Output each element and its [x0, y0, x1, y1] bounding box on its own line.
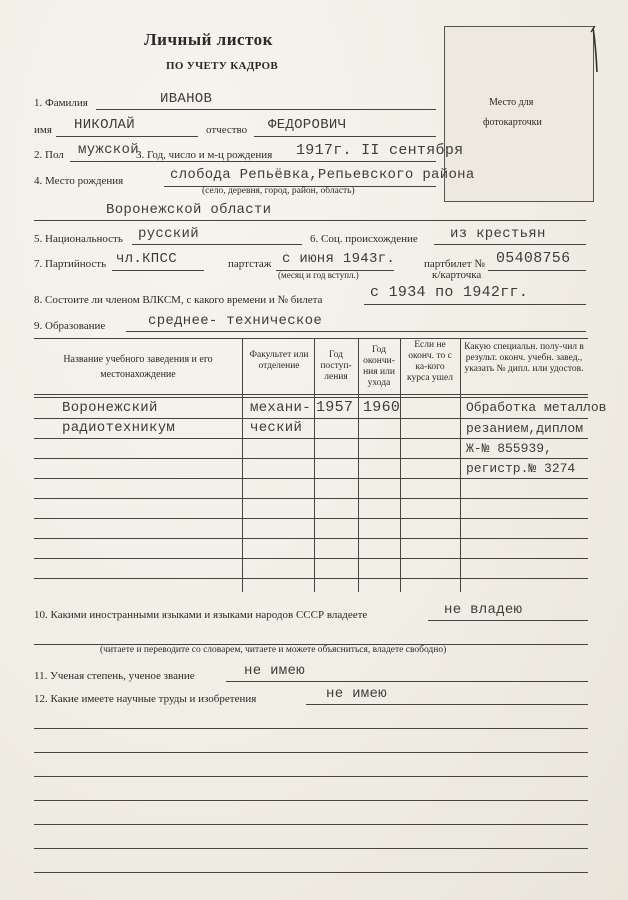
works-label: 12. Какие имеете научные труды и изобретения [34, 693, 257, 705]
birthplace-value-2: Воронежской области [106, 202, 272, 218]
degree-value: не имею [244, 663, 305, 679]
sex-label: 2. Пол [34, 149, 64, 161]
party-stage-hint: (месяц и год вступл.) [278, 270, 359, 280]
table-row-line [34, 418, 588, 419]
origin-value: из крестьян [450, 226, 546, 242]
table-col-divider [314, 338, 315, 592]
nationality-label: 5. Национальность [34, 233, 123, 245]
surname-value: ИВАНОВ [160, 91, 213, 107]
table-header-left: Если не оконч. то с ка-кого курса ушел [407, 340, 453, 383]
table-col-divider [460, 338, 461, 592]
photo-label-2: фотокарточки [483, 117, 542, 128]
table-header-faculty: Факультет или отделение [249, 350, 309, 371]
education-line [126, 331, 586, 332]
blank-line [34, 776, 588, 777]
birthplace-value: слобода Репьёвка,Репьевского района [170, 167, 475, 183]
table-header-border [34, 394, 588, 395]
party-line [112, 270, 204, 271]
blank-line [34, 752, 588, 753]
table-cell-specialty: Обработка металлов [466, 400, 607, 415]
table-cell-institution: Воронежский [62, 400, 158, 416]
blank-line [34, 824, 588, 825]
table-header-start: Год поступ-ления [320, 350, 352, 382]
table-col-divider [400, 338, 401, 592]
table-cell-institution: радиотехникум [62, 420, 176, 436]
party-ticket-value: 05408756 [496, 250, 571, 267]
education-label: 9. Образование [34, 320, 106, 332]
works-value: не имею [326, 686, 387, 702]
nationality-line [132, 244, 302, 245]
table-row-line [34, 578, 588, 579]
patronymic-label: отчество [206, 124, 248, 136]
table-col-divider [242, 338, 243, 592]
sex-value: мужской [78, 142, 139, 158]
table-cell-specialty: резанием,диплом [466, 421, 584, 436]
table-cell-specialty: Ж-№ 855939, [466, 441, 552, 456]
table-header-border-2 [34, 397, 588, 398]
komsomol-value: с 1934 по 1942гг. [370, 284, 529, 301]
table-row-line [34, 518, 588, 519]
languages-line [428, 620, 588, 621]
birthplace-line-2 [34, 220, 586, 221]
name-label: имя [34, 124, 52, 136]
surname-line [96, 109, 436, 110]
origin-label: 6. Соц. происхождение [310, 233, 418, 245]
party-stage-label: партстаж [228, 258, 272, 270]
degree-label: 11. Ученая степень, ученое звание [34, 670, 195, 682]
photo-label-1: Место для [489, 97, 534, 108]
table-header-specialty: Какую специальн. полу-чил в результ. оконч. учебн. завед., указать № дипл. или удостов. [464, 342, 584, 374]
birth-label: 3. Год, число и м-ц рождения [136, 149, 273, 161]
table-cell-end: 1960 [363, 399, 401, 416]
table-header-institution: Название учебного заведения и его местонахождение [63, 354, 213, 380]
blank-line [34, 848, 588, 849]
birthplace-hint: (село, деревня, город, район, область) [202, 186, 355, 196]
party-ticket-line [488, 270, 586, 271]
patronymic-line [254, 136, 436, 137]
birth-value: 1917г. II сентября [296, 142, 464, 159]
languages-hint: (читаете и переводите со словарем, читаете и можете объясниться, владете свободно) [100, 645, 447, 655]
party-card-label: к/карточка [432, 269, 482, 281]
works-line [306, 704, 588, 705]
table-cell-faculty: механи- [250, 400, 311, 416]
table-top-border [34, 338, 588, 339]
party-stage-value: с июня 1943г. [282, 251, 396, 267]
form-subtitle: ПО УЧЕТУ КАДРОВ [166, 60, 279, 72]
origin-line [434, 244, 586, 245]
form-title: Личный листок [144, 30, 273, 49]
birthplace-label: 4. Место рождения [34, 175, 124, 187]
education-value: среднее- техническое [148, 313, 323, 329]
blank-line [34, 872, 588, 873]
languages-label: 10. Какими иностранными языками и языками народов СССР владеете [34, 609, 368, 621]
patronymic-value: ФЕДОРОВИЧ [268, 117, 347, 133]
table-cell-specialty: регистр.№ 3274 [466, 461, 576, 476]
party-value: чл.КПСС [116, 251, 177, 267]
table-cell-start: 1957 [316, 399, 354, 416]
table-row-line [34, 478, 588, 479]
komsomol-line [364, 304, 586, 305]
table-row-line [34, 538, 588, 539]
degree-line [226, 681, 588, 682]
party-ticket-label: партбилет № [424, 258, 485, 270]
blank-line [34, 800, 588, 801]
blank-line [34, 728, 588, 729]
table-row-line [34, 498, 588, 499]
party-label: 7. Партийность [34, 258, 107, 270]
komsomol-label: 8. Состоите ли членом ВЛКСМ, с какого времени и № билета [34, 294, 323, 306]
surname-label: 1. Фамилия [34, 97, 88, 109]
table-row-line [34, 458, 588, 459]
row2-line [70, 161, 436, 162]
table-row-line [34, 438, 588, 439]
languages-value: не владею [444, 602, 523, 618]
table-col-divider [358, 338, 359, 592]
name-value: НИКОЛАЙ [74, 117, 135, 133]
handwritten-mark [589, 22, 603, 76]
table-header-end: Год окончи-ния или ухода [363, 345, 395, 388]
table-cell-faculty: ческий [250, 420, 303, 436]
table-row-line [34, 558, 588, 559]
nationality-value: русский [138, 226, 199, 242]
name-line [56, 136, 198, 137]
